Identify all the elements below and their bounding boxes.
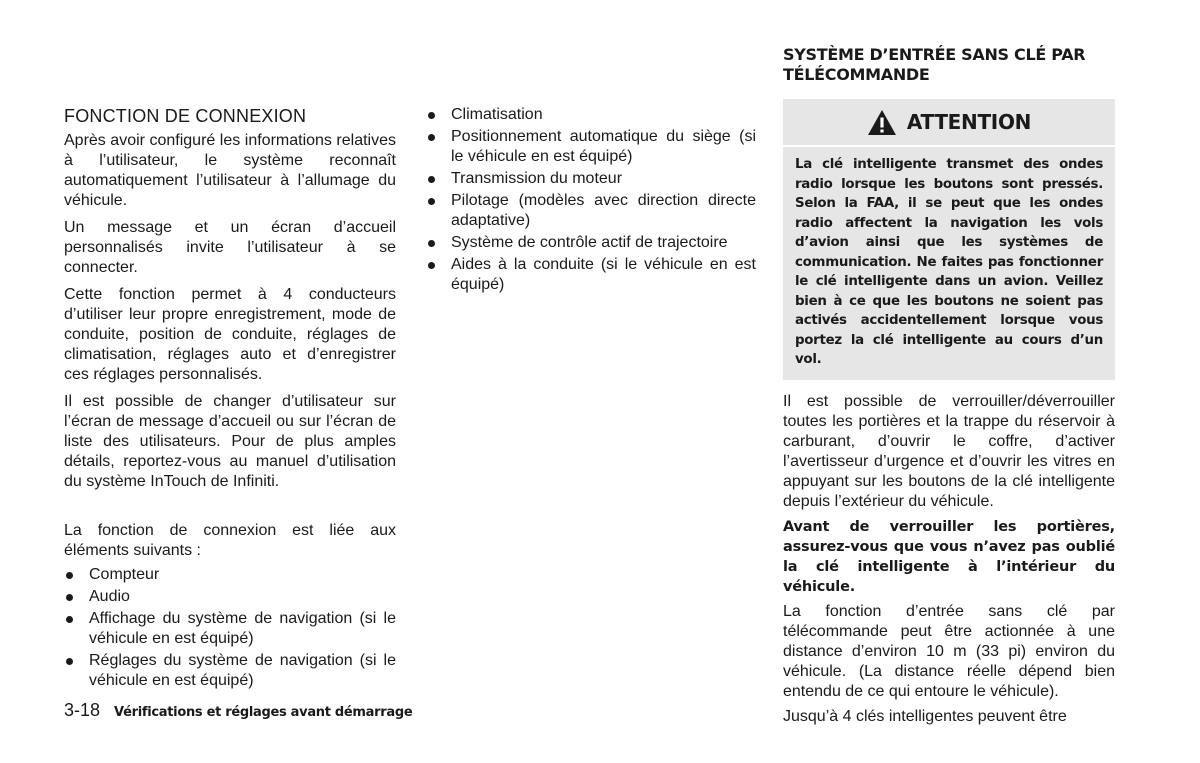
warning-triangle-icon <box>867 109 897 136</box>
bullet-icon <box>428 262 435 269</box>
list-item: Affichage du système de navigation (si le véhicule en est équipé) <box>64 609 396 649</box>
paragraph: Un message et un écran d’accueil personnalisés invite l’utilisateur à se connecter. <box>64 219 396 276</box>
section-heading-keyless-entry: SYSTÈME D’ENTRÉE SANS CLÉ PAR TÉLÉCOMMANDE <box>783 45 1086 84</box>
list-item: Système de contrôle actif de trajectoire <box>426 233 756 253</box>
list-item: Pilotage (modèles avec direction directe adaptative) <box>426 191 756 231</box>
warning-header <box>795 99 1103 145</box>
bullet-icon <box>428 240 435 247</box>
page-number: 3-18 <box>64 700 101 720</box>
paragraph: Jusqu’à 4 clés intelligentes peuvent être <box>783 707 1067 725</box>
bullet-icon <box>66 658 73 665</box>
list-intro: La fonction de connexion est liée aux éléments suivants : <box>64 522 396 559</box>
warning-box <box>783 99 1115 380</box>
list-item: Climatisation <box>426 105 756 125</box>
bullet-icon <box>66 616 73 623</box>
paragraph: Il est possible de changer d’utilisateur sur l’écran de message d’accueil ou sur l’écran de liste des utilisateurs. Pour de plus amples détails, reportez-vous au manuel d’utilisation du système InTouch de Infiniti. <box>64 393 396 490</box>
chapter-title: Vérifications et réglages avant démarrage <box>114 705 413 720</box>
list-item: Réglages du système de navigation (si le véhicule en est équipé) <box>64 651 396 691</box>
paragraph: La fonction d’entrée sans clé par télécommande peut être actionnée à une distance d’environ 10 m (33 pi) environ du véhicule. (La distance réelle dépend bien entendu de ce qui entoure le véhicule). <box>783 602 1115 700</box>
bullet-icon <box>66 572 73 579</box>
bullet-icon <box>428 176 435 183</box>
bullet-icon <box>428 134 435 141</box>
paragraph: Il est possible de verrouiller/déverrouiller toutes les portières et la trappe du réservoir à carburant, d’ouvrir le coffre, d’activer l’avertisseur d’urgence et d’ouvrir les vitres en appuyant sur les boutons de la clé intelligente depuis l’extérieur du véhicule. <box>783 392 1115 510</box>
warning-title: ATTENTION <box>906 110 1032 134</box>
left-column <box>64 105 396 693</box>
page-footer <box>64 700 412 721</box>
list-item: Audio <box>64 587 396 607</box>
list-item: Transmission du moteur <box>426 169 756 189</box>
feature-list-continued <box>426 105 756 295</box>
right-column <box>783 45 1115 732</box>
list-item: Aides à la conduite (si le véhicule en est équipé) <box>426 255 756 295</box>
feature-list <box>64 565 396 691</box>
warning-text: La clé intelligente transmet des ondes radio lorsque les boutons sont pressés. Selon la FAA, il se peut que les ondes radio affectent la navigation les vols d’avion ainsi que les systèmes de communication. Ne faites pas fonctionner le clé intelligente dans un avion. Veillez bien à ce que les boutons ne soient pas activés accidentellement lorsque vous portez la clé intelligente au cours d’un vol. <box>795 157 1103 367</box>
paragraph: Après avoir configuré les informations relatives à l’utilisateur, le système reconnaît automatiquement l’utilisateur à l’allumage du véhicule. <box>64 132 396 209</box>
bullet-icon <box>428 198 435 205</box>
bold-note: Avant de verrouiller les portières, assurez-vous que vous n’avez pas oublié la clé intelligente à l’intérieur du véhicule. <box>783 518 1115 595</box>
list-item: Positionnement automatique du siège (si le véhicule en est équipé) <box>426 127 756 167</box>
list-item: Compteur <box>64 565 396 585</box>
middle-column <box>426 105 756 297</box>
paragraph: Cette fonction permet à 4 conducteurs d’utiliser leur propre enregistrement, mode de conduite, position de conduite, réglages de climatisation, réglages auto et d’enregistrer ces réglages personnalisés. <box>64 286 396 383</box>
bullet-icon <box>66 594 73 601</box>
bullet-icon <box>428 112 435 119</box>
section-heading-connexion: FONCTION DE CONNEXION <box>64 106 307 126</box>
